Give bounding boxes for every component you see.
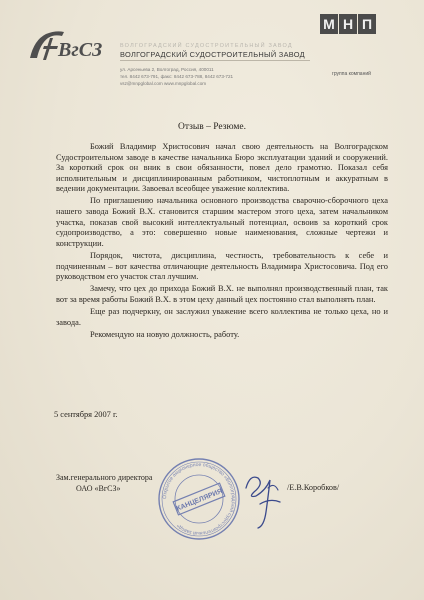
letter-body	[56, 142, 388, 342]
company-address	[120, 66, 330, 87]
handwritten-signature	[240, 468, 286, 532]
group-caption: группа компаний	[332, 71, 371, 77]
letter-title: Отзыв – Резюме.	[177, 122, 247, 132]
group-logo-letter: Н	[339, 14, 357, 34]
address-line: ул. Арсеньева 2, Волгоград, Россия, 400011	[120, 67, 214, 72]
company-name	[120, 43, 320, 59]
signatory-name: /Е.В.Коробков/	[287, 483, 340, 492]
phone-line: тел. 8442 673-791, факс: 8442 673-788, 8442 673-721	[120, 74, 234, 79]
paragraph: По приглашению начальника основного производства сварочно-сборочного цеха нашего завода Божий В.Х. становится старшим мастером этого цеха, затем начальником участка, показав свой высокий интеллектуальный потенциал, освоив за короткий срок судопроизводство, а это: совершенно новые наименования, сложные чертежи и конструкции.	[56, 196, 388, 248]
stamp-ring-text: Открытое акционерное общество «Волгоградский судостроительный завод»	[161, 461, 237, 537]
paragraph: Порядок, чистота, дисциплина, честность, требовательность к себе и подчиненным – вот качества отличающие деятельность Владимира Христосовича. Под его руководством его участок стал лучшим.	[56, 250, 388, 282]
letter-date: 5 сентября 2007 г.	[54, 410, 118, 419]
signatory-title	[56, 472, 152, 494]
paragraph: Божий Владимир Христосович начал свою деятельность на Волгоградском Судостроительном заводе в качестве начальника Бюро эксплуатации зданий и сооружений. За короткий срок он вник в свои обязанности, повел дело грамотно. Показал себя исполнительным и дисциплинированным работником, чистоплотным и аккуратным в ведении документации. Завоевал всеобщее уважение коллектива.	[56, 142, 388, 194]
paragraph: Замечу, что цех до прихода Божий В.Х. не выполнял производственный план, так вот за время работы Божий В.Х. в этом цеху данный цех постоянно стал выполнять план.	[56, 284, 388, 304]
group-logo-letter: П	[358, 14, 376, 34]
paragraph: Еще раз подчеркну, он заслужил уважение всего коллектива не только цеха, но и завода.	[56, 306, 388, 327]
signatory-company: ОАО «ВгСЗ»	[76, 484, 121, 493]
company-logo	[28, 28, 102, 62]
header-rule	[120, 60, 310, 61]
group-logo-letter: М	[320, 14, 338, 34]
company-name-text: ВОЛГОГРАДСКИЙ СУДОСТРОИТЕЛЬНЫЙ ЗАВОД	[120, 50, 305, 59]
round-stamp	[156, 456, 242, 542]
logo-text: ВгСЗ	[58, 39, 102, 61]
stamp-label: КАНЦЕЛЯРИЯ	[175, 487, 224, 513]
signatory-position: Зам.генерального директора	[56, 473, 153, 482]
group-logo	[320, 14, 378, 77]
company-name-watermark: ВОЛГОГРАДСКИЙ СУДОСТРОИТЕЛЬНЫЙ ЗАВОД	[120, 43, 293, 49]
paragraph: Рекомендую на новую должность, работу.	[90, 329, 240, 339]
email-web-line: vsz@mnpglobal.com www.mnpglobal.com	[120, 81, 207, 86]
